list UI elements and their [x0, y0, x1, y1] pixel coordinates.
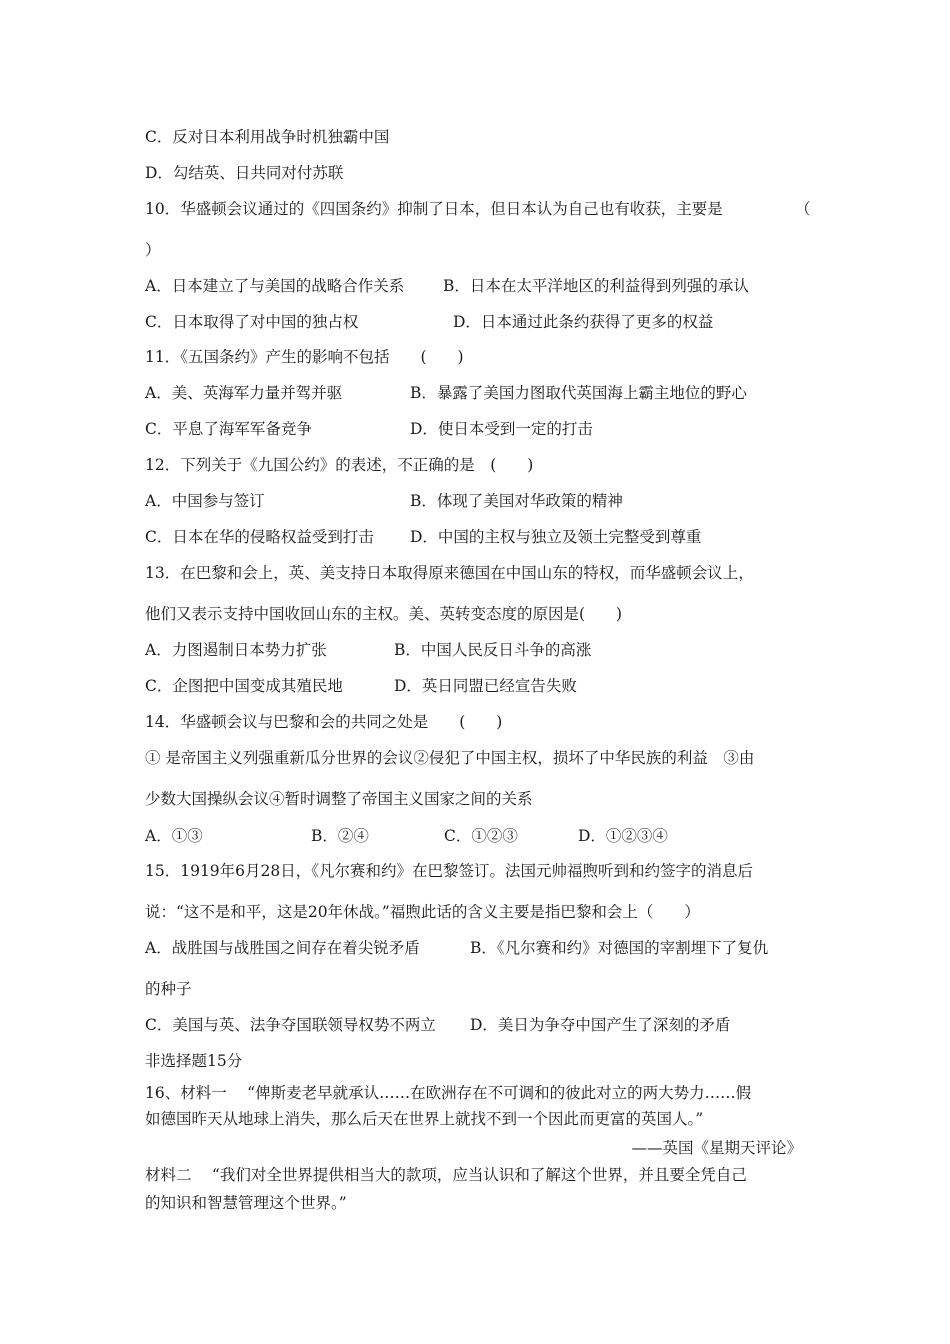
q15-stem-line1: 15．1919年6月28日，《凡尔赛和约》在巴黎签订。法国元帅福煦听到和约签字的消息后 — [145, 862, 754, 880]
q10-paren-open: （ — [795, 200, 811, 218]
q16-material1-source: ——英国《星期天评论》 — [631, 1139, 802, 1157]
q10-option-d: D．日本通过此条约获得了更多的权益 — [453, 313, 714, 331]
q16-material2-line2: 的知识和智慧管理这个世界。” — [145, 1194, 347, 1212]
q14-option-a: A．①③ — [145, 827, 203, 845]
q14-option-d: D．①②③④ — [578, 827, 668, 845]
q10-option-b: B．日本在太平洋地区的利益得到列强的承认 — [443, 277, 749, 295]
q10-stem — [145, 199, 723, 219]
q12-option-c: C．日本在华的侵略权益受到打击 — [145, 528, 374, 546]
q12-option-b: B．体现了美国对华政策的精神 — [410, 492, 623, 510]
q12-option-d: D．中国的主权与独立及领土完整受到尊重 — [410, 528, 702, 546]
q9-option-d: D．勾结英、日共同对付苏联 — [145, 164, 344, 182]
q13-option-d: D．英日同盟已经宣告失败 — [394, 677, 577, 695]
q13-option-b: B．中国人民反日斗争的高涨 — [394, 641, 592, 659]
q12-stem: 12．下列关于《九国公约》的表述，不正确的是 ( ) — [145, 456, 534, 474]
q10-option-c: C．日本取得了对中国的独占权 — [145, 313, 359, 331]
q14-option-c: C．①②③ — [444, 827, 518, 845]
q11-option-b: B．暴露了美国力图取代英国海上霸主地位的野心 — [410, 384, 747, 402]
q11-option-c: C．平息了海军军备竞争 — [145, 420, 312, 438]
q15-option-b: B．《凡尔赛和约》对德国的宰割埋下了复仇 — [470, 939, 769, 957]
q15-option-c: C．美国与英、法争夺国联领导权势不两立 — [145, 1016, 436, 1034]
q16-material1-line1: 16、材料一 “俾斯麦老早就承认……在欧洲存在不可调和的彼此对立的两大势力……假 — [145, 1084, 752, 1102]
q14-stem: 14．华盛顿会议与巴黎和会的共同之处是 ( ) — [145, 713, 503, 731]
q10-option-a: A．日本建立了与美国的战略合作关系 — [145, 277, 405, 295]
q13-stem-line2: 他们又表示支持中国收回山东的主权。美、英转变态度的原因是( ) — [145, 605, 623, 623]
q10-paren-close: ） — [145, 241, 161, 259]
q15-option-b-continued: 的种子 — [145, 980, 192, 998]
q13-stem-line1: 13．在巴黎和会上，英、美支持日本取得原来德国在中国山东的特权，而华盛顿会议上， — [145, 564, 754, 582]
q11-option-d: D．使日本受到一定的打击 — [410, 420, 593, 438]
q10-stem-text: 10．华盛顿会议通过的《四国条约》抑制了日本，但日本认为自己也有收获，主要是 — [145, 200, 723, 218]
q9-option-c: C．反对日本利用战争时机独霸中国 — [145, 128, 390, 146]
q15-stem-line2: 说：“这不是和平，这是20年休战。”福煦此话的含义主要是指巴黎和会上（ ） — [145, 903, 700, 921]
q14-statements-line1: ① 是帝国主义列强重新瓜分世界的会议②侵犯了中国主权，损坏了中华民族的利益 ③由 — [145, 749, 755, 767]
section-heading: 非选择题15分 — [145, 1052, 243, 1070]
q16-material1-line2: 如德国昨天从地球上消失，那么后天在世界上就找不到一个因此而更富的英国人。” — [145, 1110, 704, 1128]
q15-option-a: A．战胜国与战胜国之间存在着尖锐矛盾 — [145, 939, 420, 957]
q15-option-d: D．美日为争夺中国产生了深刻的矛盾 — [470, 1016, 731, 1034]
q12-option-a: A．中国参与签订 — [145, 492, 265, 510]
q11-option-a: A．美、英海军力量并驾并驱 — [145, 384, 343, 402]
q14-statements-line2: 少数大国操纵会议④暂时调整了帝国主义国家之间的关系 — [145, 790, 533, 808]
q14-option-b: B．②④ — [311, 827, 369, 845]
q13-option-c: C．企图把中国变成其殖民地 — [145, 677, 343, 695]
q11-stem: 11．《五国条约》产生的影响不包括 ( ) — [145, 348, 464, 366]
q13-option-a: A．力图遏制日本势力扩张 — [145, 641, 327, 659]
q16-material2-line1: 材料二 “我们对全世界提供相当大的款项，应当认识和了解这个世界，并且要全凭自己 — [145, 1166, 747, 1184]
